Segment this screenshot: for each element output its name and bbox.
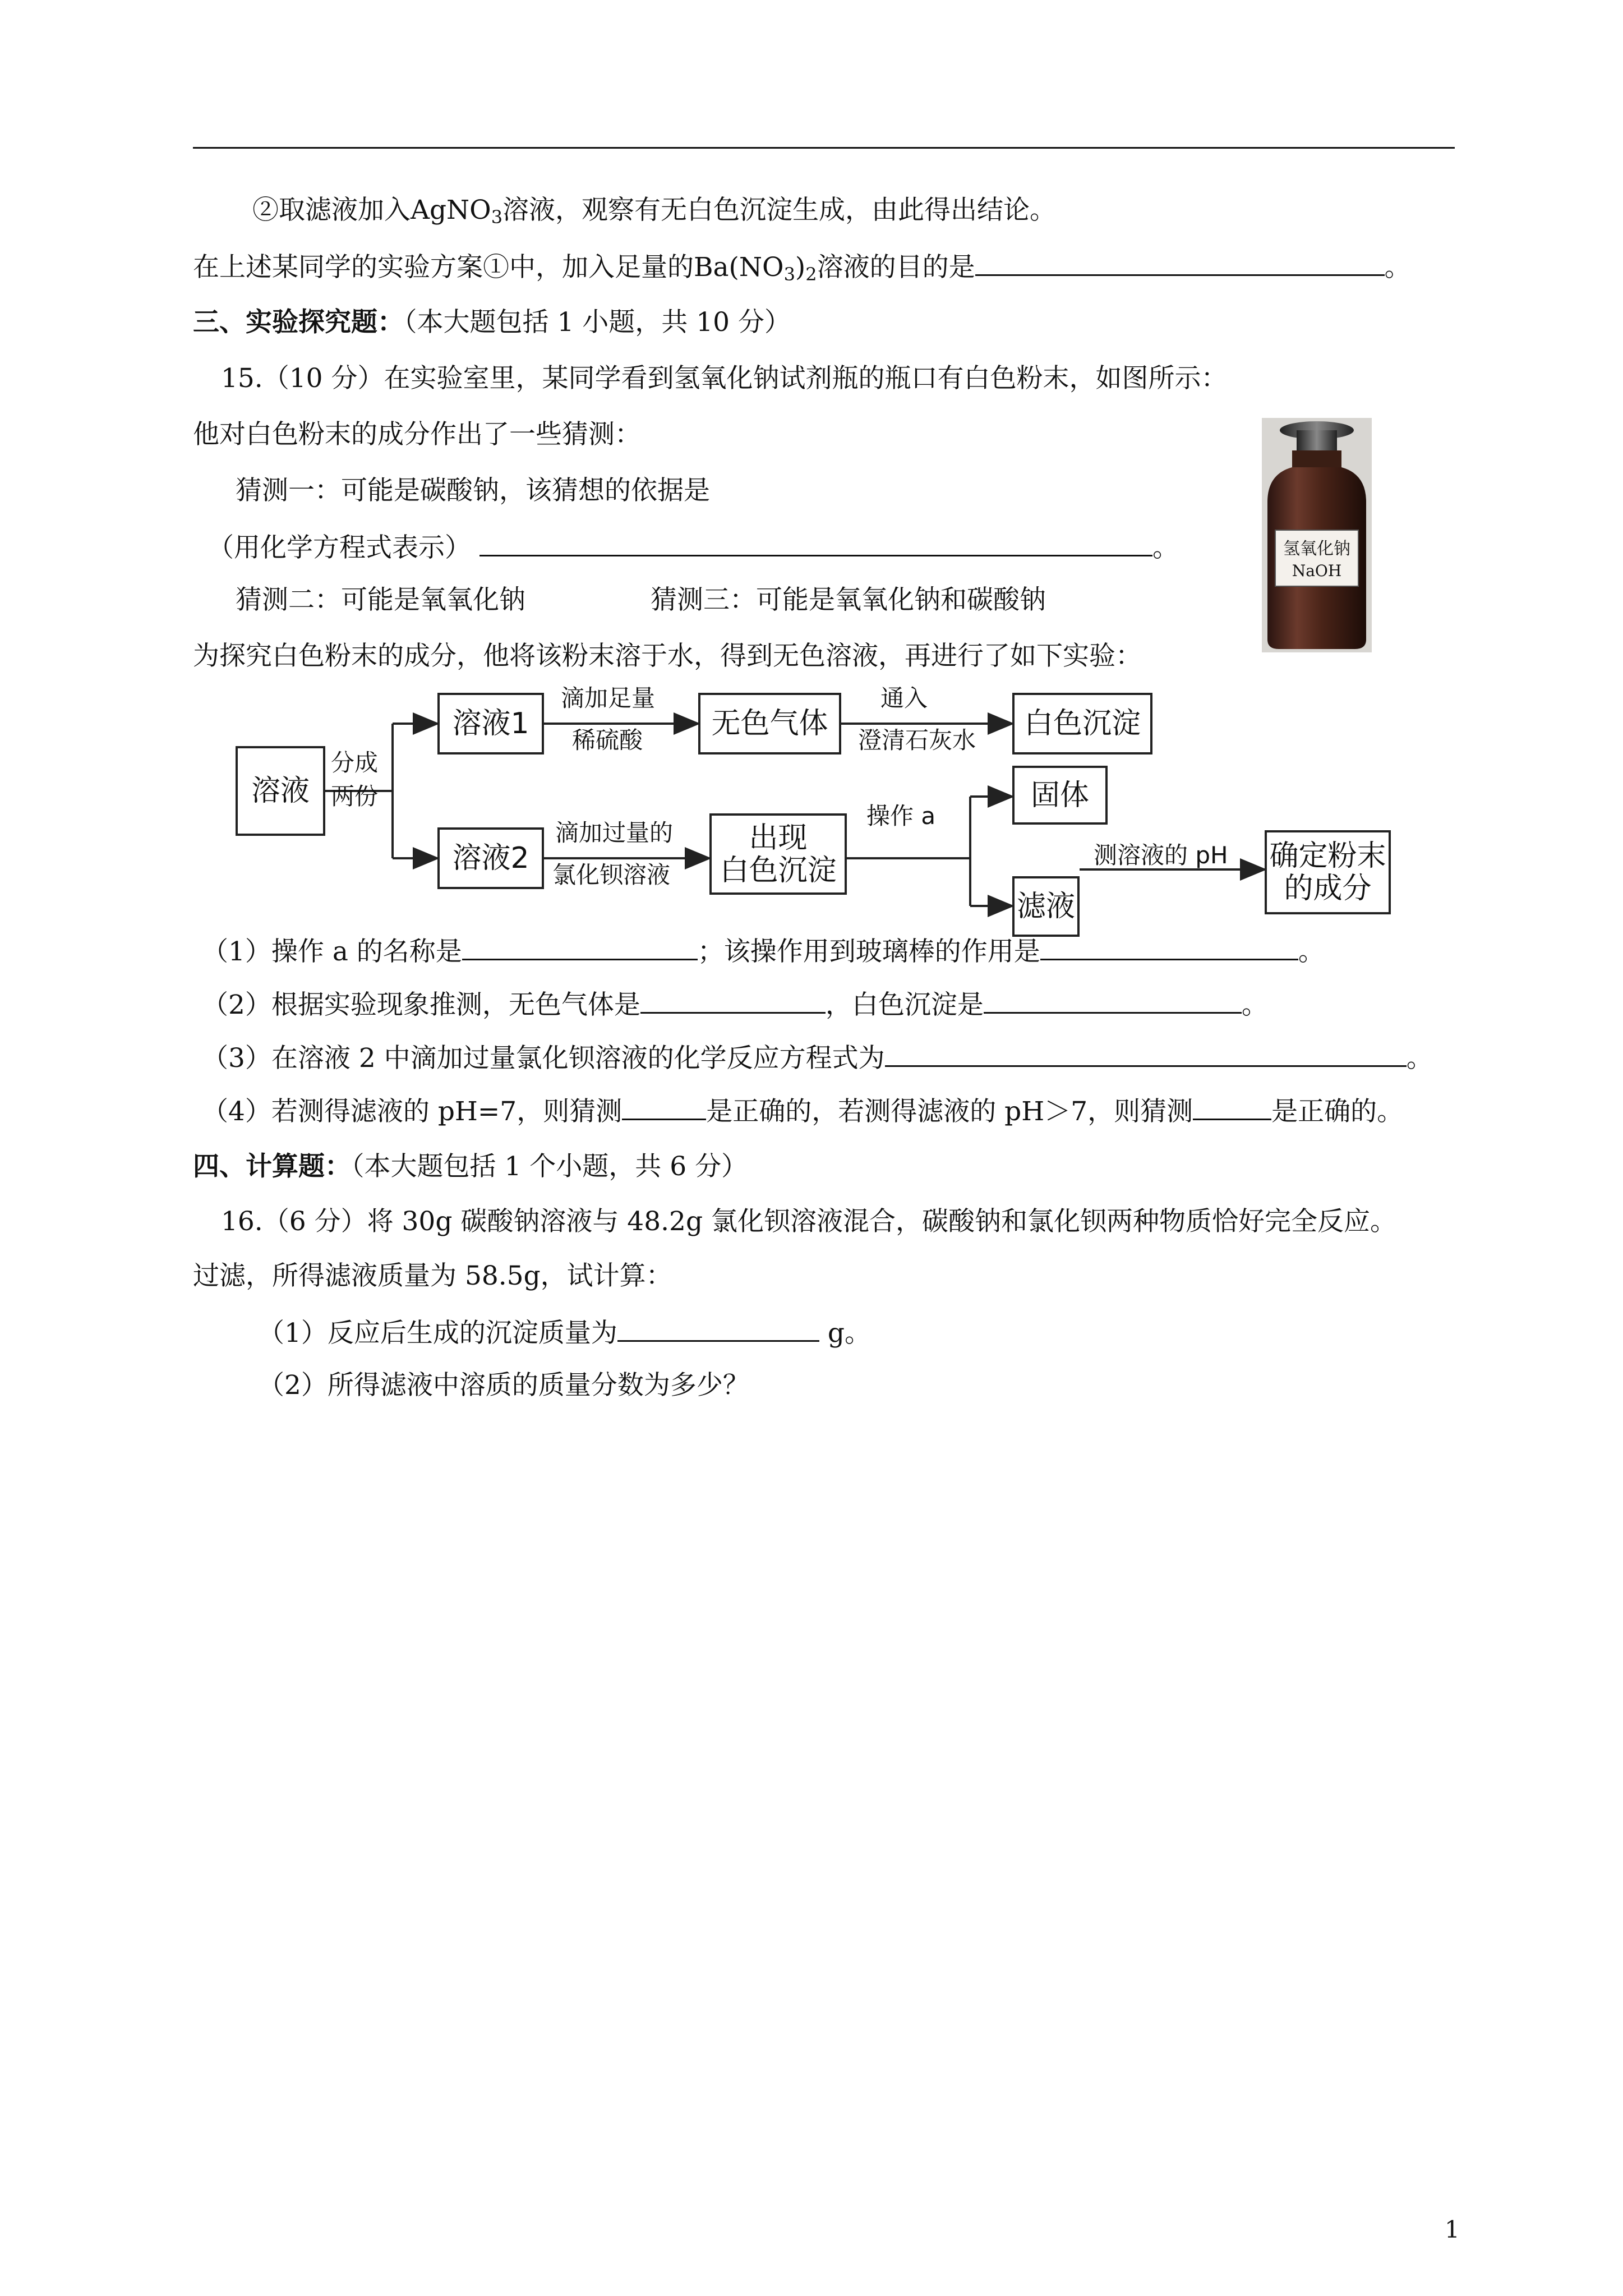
box-filtrate: 滤液 [1012,876,1080,937]
box-appear-ppt: 出现 白色沉淀 [709,813,847,895]
answer-blank[interactable] [462,934,698,960]
sub-question-3: （3）在溶液 2 中滴加过量氯化钡溶液的化学反应方程式为 。 [202,1041,1433,1075]
label-pass-1: 通入 [880,684,928,712]
label-add-bacl2-2: 氯化钡溶液 [552,861,671,889]
answer-blank[interactable] [622,1094,706,1120]
text-line: 他对白色粉末的成分作出了一些猜测： [193,419,641,450]
text-line: ②取滤液加入AgNO$_3$溶液，观察有无白色沉淀生成，由此得出结论。 [252,195,1057,228]
answer-blank[interactable] [1193,1094,1271,1120]
answer-blank[interactable] [617,1315,819,1342]
label-pass-2: 澄清石灰水 [858,726,976,754]
section-title: 四、计算题：（本大题包括 1 个小题，共 6 分） [193,1151,748,1182]
sub-question-1: （1）操作 a 的名称是 ；该操作用到玻璃棒的作用是 。 [202,934,1325,969]
box-solution-2: 溶液2 [437,827,544,889]
box-colorless-gas: 无色气体 [698,693,841,754]
text-line: 过滤，所得滤液质量为 58.5g，试计算： [193,1260,672,1291]
page-number: 1 [1445,2216,1460,2243]
guess-three: 猜测三：可能是氧氧化钠和碳酸钠 [651,585,1046,615]
answer-blank[interactable] [984,987,1242,1014]
question-16-intro: 16.（6 分）将 30g 碳酸钠溶液与 48.2g 氯化钡溶液混合，碳酸钠和氯化钡两种物质恰好完全反应。 [221,1206,1396,1237]
label-split-1: 分成 [331,749,379,776]
section-title: 三、实验探究题：（本大题包括 1 小题，共 10 分） [193,307,791,338]
question-15-intro: 15.（10 分）在实验室里，某同学看到氢氧化钠试剂瓶的瓶口有白色粉末，如图所示： [221,363,1228,394]
text-line: 在上述某同学的实验方案①中，加入足量的$Ba(NO_3)_2$溶液的目的是 。 [193,250,1411,291]
box-solution-1: 溶液1 [437,693,544,754]
label-measure-ph: 测溶液的 pH [1094,841,1228,869]
sub-question-4: （4）若测得滤液的 pH=7，则猜测 是正确的，若测得滤液的 pH＞7，则猜测 是正确的。 [202,1094,1403,1129]
guess-one: 猜测一：可能是碳酸钠，该猜想的依据是 [236,475,710,506]
bottle-label-cn: 氢氧化钠 [1283,539,1350,559]
sub-question-16-2: （2）所得滤液中溶质的质量分数为多少？ [258,1370,749,1401]
text-line: 为探究白色粉末的成分，他将该粉末溶于水，得到无色溶液，再进行了如下实验： [193,641,1142,671]
label-add-h2so4-1: 滴加足量 [561,684,656,712]
box-determine: 确定粉末 的成分 [1265,830,1391,914]
box-solid: 固体 [1012,766,1108,825]
answer-blank[interactable] [640,987,826,1014]
answer-blank[interactable] [1040,934,1298,960]
label-operation-a: 操作 a [866,802,936,830]
label-add-bacl2-1: 滴加过量的 [555,819,674,846]
sub-question-16-1: （1）反应后生成的沉淀质量为 g。 [258,1315,871,1350]
sub-question-2: （2）根据实验现象推测，无色气体是 ，白色沉淀是 。 [202,987,1268,1022]
bottle-label-en: NaOH [1292,562,1342,580]
label-add-h2so4-2: 稀硫酸 [572,726,643,754]
label-split-2: 两份 [331,783,379,810]
guess-two: 猜测二：可能是氧氧化钠 [236,585,525,615]
guess-one-equation: （用化学方程式表示） 。 [208,530,1179,565]
box-white-ppt: 白色沉淀 [1012,693,1152,754]
box-solution: 溶液 [236,746,325,836]
answer-blank[interactable] [885,1041,1407,1067]
